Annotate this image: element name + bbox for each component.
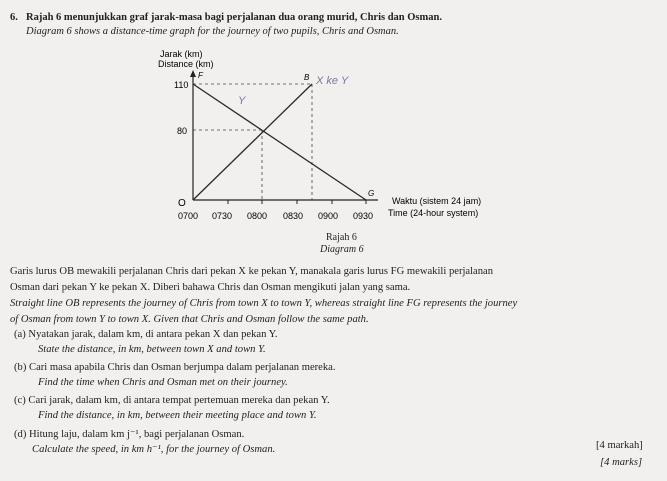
- x-tick-0830: 0830: [283, 211, 304, 221]
- marks-ms: [4 markah]: [596, 440, 643, 451]
- line-fg-osman: [193, 84, 366, 200]
- handwriting-x-ke-y: X ke Y: [316, 75, 349, 87]
- x-tick-0900: 0900: [318, 211, 339, 221]
- part-a-text-ms: Nyatakan jarak, dalam km, di antara pekan X dan pekan Y.: [28, 329, 278, 340]
- marks-en: [4 marks]: [600, 457, 643, 468]
- part-c-label: (c): [14, 395, 26, 406]
- part-a-text-en: State the distance, in km, between town X and town Y.: [38, 344, 266, 355]
- part-a-label: (a): [14, 329, 26, 340]
- x-axis-label-en: Time (24-hour system): [388, 208, 479, 218]
- paragraph-en-line-1: Straight line OB represents the journey of Chris from town X to town Y, whereas straight line FG represents the journey: [10, 298, 518, 309]
- y-axis-label-ms: Jarak (km): [160, 49, 203, 59]
- part-a-ms: [14, 329, 278, 340]
- part-b-text-ms: Cari masa apabila Chris dan Osman berjumpa dalam perjalanan mereka.: [29, 362, 336, 373]
- x-tick-0930: 0930: [353, 211, 374, 221]
- x-axis-label-ms: Waktu (sistem 24 jam): [392, 196, 482, 206]
- paragraph-en-line-2: of Osman from town Y to town X. Given that Chris and Osman follow the same path.: [10, 314, 369, 325]
- part-d-ms: [14, 428, 244, 440]
- point-label-f: F: [198, 71, 203, 80]
- point-label-b: B: [304, 73, 310, 82]
- part-b-text-en: Find the time when Chris and Osman met on their journey.: [38, 377, 288, 388]
- x-tick-marks: [228, 200, 366, 204]
- part-d-label: (d): [14, 429, 27, 440]
- part-c-text-ms: Cari jarak, dalam km, di antara tempat pertemuan mereka dan pekan Y.: [28, 395, 330, 406]
- paragraph-ms-line-1: Garis lurus OB mewakili perjalanan Chris dari pekan X ke pekan Y, manakala garis lurus FG mewakili perjalanan: [10, 266, 494, 277]
- y-axis-label-en: Distance (km): [158, 59, 214, 69]
- part-d-text-en: Calculate the speed, in km h⁻¹, for the journey of Osman.: [32, 444, 276, 455]
- caption-rajah: Rajah 6: [326, 232, 357, 243]
- part-c-text-en: Find the distance, in km, between their meeting place and town Y.: [38, 410, 317, 421]
- question-number: 6.: [10, 12, 18, 23]
- line-ob-chris: [193, 84, 312, 200]
- caption-diagram: Diagram 6: [320, 244, 364, 255]
- y-tick-80: 80: [177, 126, 188, 136]
- x-tick-0700: 0700: [178, 211, 199, 221]
- x-tick-0800: 0800: [247, 211, 268, 221]
- question-intro-ms: Rajah 6 menunjukkan graf jarak-masa bagi perjalanan dua orang murid, Chris dan Osman.: [26, 12, 442, 23]
- y-tick-110: 110: [174, 80, 189, 90]
- handwriting-y: Y: [238, 95, 246, 107]
- point-label-g: G: [368, 189, 375, 198]
- y-tick-origin: O: [178, 198, 186, 209]
- part-b-label: (b): [14, 362, 27, 373]
- part-c-ms: [14, 395, 330, 406]
- question-intro-en: Diagram 6 shows a distance-time graph for the journey of two pupils, Chris and Osman.: [26, 26, 399, 37]
- paragraph-ms-line-2: Osman dari pekan Y ke pekan X. Diberi bahawa Chris dan Osman mengikuti jalan yang sama.: [10, 282, 411, 293]
- y-axis-arrow: [190, 70, 196, 77]
- part-d-text-ms: Hitung laju, dalam km j⁻¹, bagi perjalanan Osman.: [29, 429, 245, 440]
- part-b-ms: [14, 362, 336, 373]
- x-tick-0730: 0730: [212, 211, 233, 221]
